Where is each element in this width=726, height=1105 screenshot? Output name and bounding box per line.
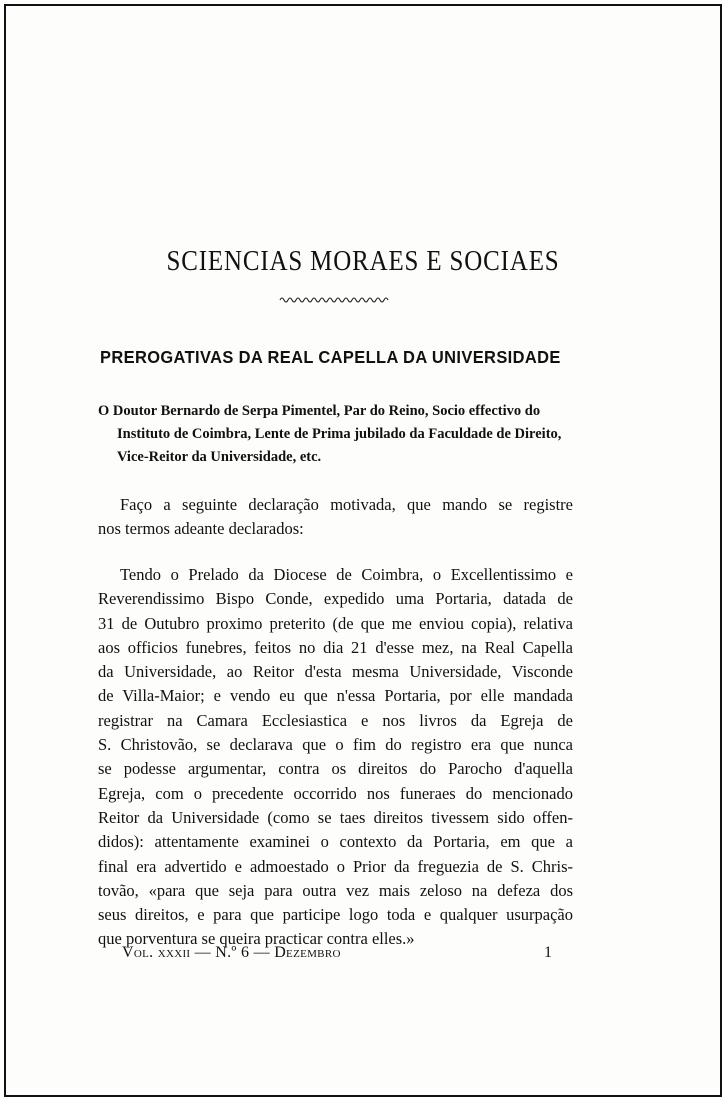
byline-line: Instituto de Coimbra, Lente de Prima jubilado da Faculdade de Direito, — [117, 426, 562, 442]
text-line: registrar na Camara Ecclesiastica e nos livros da Egreja de — [98, 710, 573, 730]
paragraph-portaria — [98, 563, 573, 952]
wavy-rule-ornament — [278, 295, 390, 305]
text-line: didos): attentamente examinei o contexto da Portaria, em que a — [98, 832, 573, 852]
text-line: da Universidade, ao Reitor d'esta mesma Universidade, Visconde — [98, 662, 573, 682]
article-title: PREROGATIVAS DA REAL CAPELLA DA UNIVERSIDADE — [100, 347, 561, 367]
text-line: tovão, «para que seja para outra vez mais zeloso na defeza dos — [98, 880, 573, 900]
text-line: 31 de Outubro proximo preterito (de que me enviou copia), relativa — [98, 613, 573, 633]
text-line: de Villa-Maior; e vendo eu que n'essa Portaria, por elle mandada — [98, 686, 573, 706]
paragraph-declaration — [98, 493, 573, 542]
text-line: Faço a seguinte declaração motivada, que mando se registre — [120, 495, 573, 514]
page-footer — [122, 944, 552, 962]
volume-info: Vol. xxxii — N.º 6 — Dezembro — [122, 944, 341, 961]
text-line: se podesse argumentar, contra os direitos do Parocho d'aquella — [98, 759, 573, 779]
author-byline — [98, 400, 578, 469]
text-line: seus direitos, e para que participe logo toda e qualquer usurpação — [98, 905, 573, 925]
text-line: Reitor da Universidade (como se taes direitos tivessem sido offen- — [98, 807, 573, 827]
byline-line: O Doutor Bernardo de Serpa Pimentel, Par do Reino, Socio effectivo do — [98, 403, 541, 419]
byline-line: Vice-Reitor da Universidade, etc. — [117, 449, 322, 465]
text-line: S. Christovão, se declarava que o fim do registro era que nunca — [98, 735, 573, 755]
text-line: nos termos adeante declarados: — [98, 519, 304, 539]
page-number: 1 — [544, 944, 552, 961]
text-line: final era advertido e admoestado o Prior da freguezia de S. Chris- — [98, 856, 573, 876]
text-line: aos officios funebres, feitos no dia 21 d'esse mez, na Real Capella — [98, 637, 573, 657]
document-page — [4, 4, 722, 1097]
section-title: SCIENCIAS MORAES E SOCIAES — [166, 245, 560, 278]
text-line: que porventura se queira practicar contra elles.» — [98, 929, 415, 949]
text-line: Tendo o Prelado da Diocese de Coimbra, o Excellentissimo e — [120, 565, 573, 584]
text-line: Reverendissimo Bispo Conde, expedido uma Portaria, datada de — [98, 589, 573, 609]
text-line: Egreja, com o precedente occorrido nos funeraes do mencionado — [98, 783, 573, 803]
